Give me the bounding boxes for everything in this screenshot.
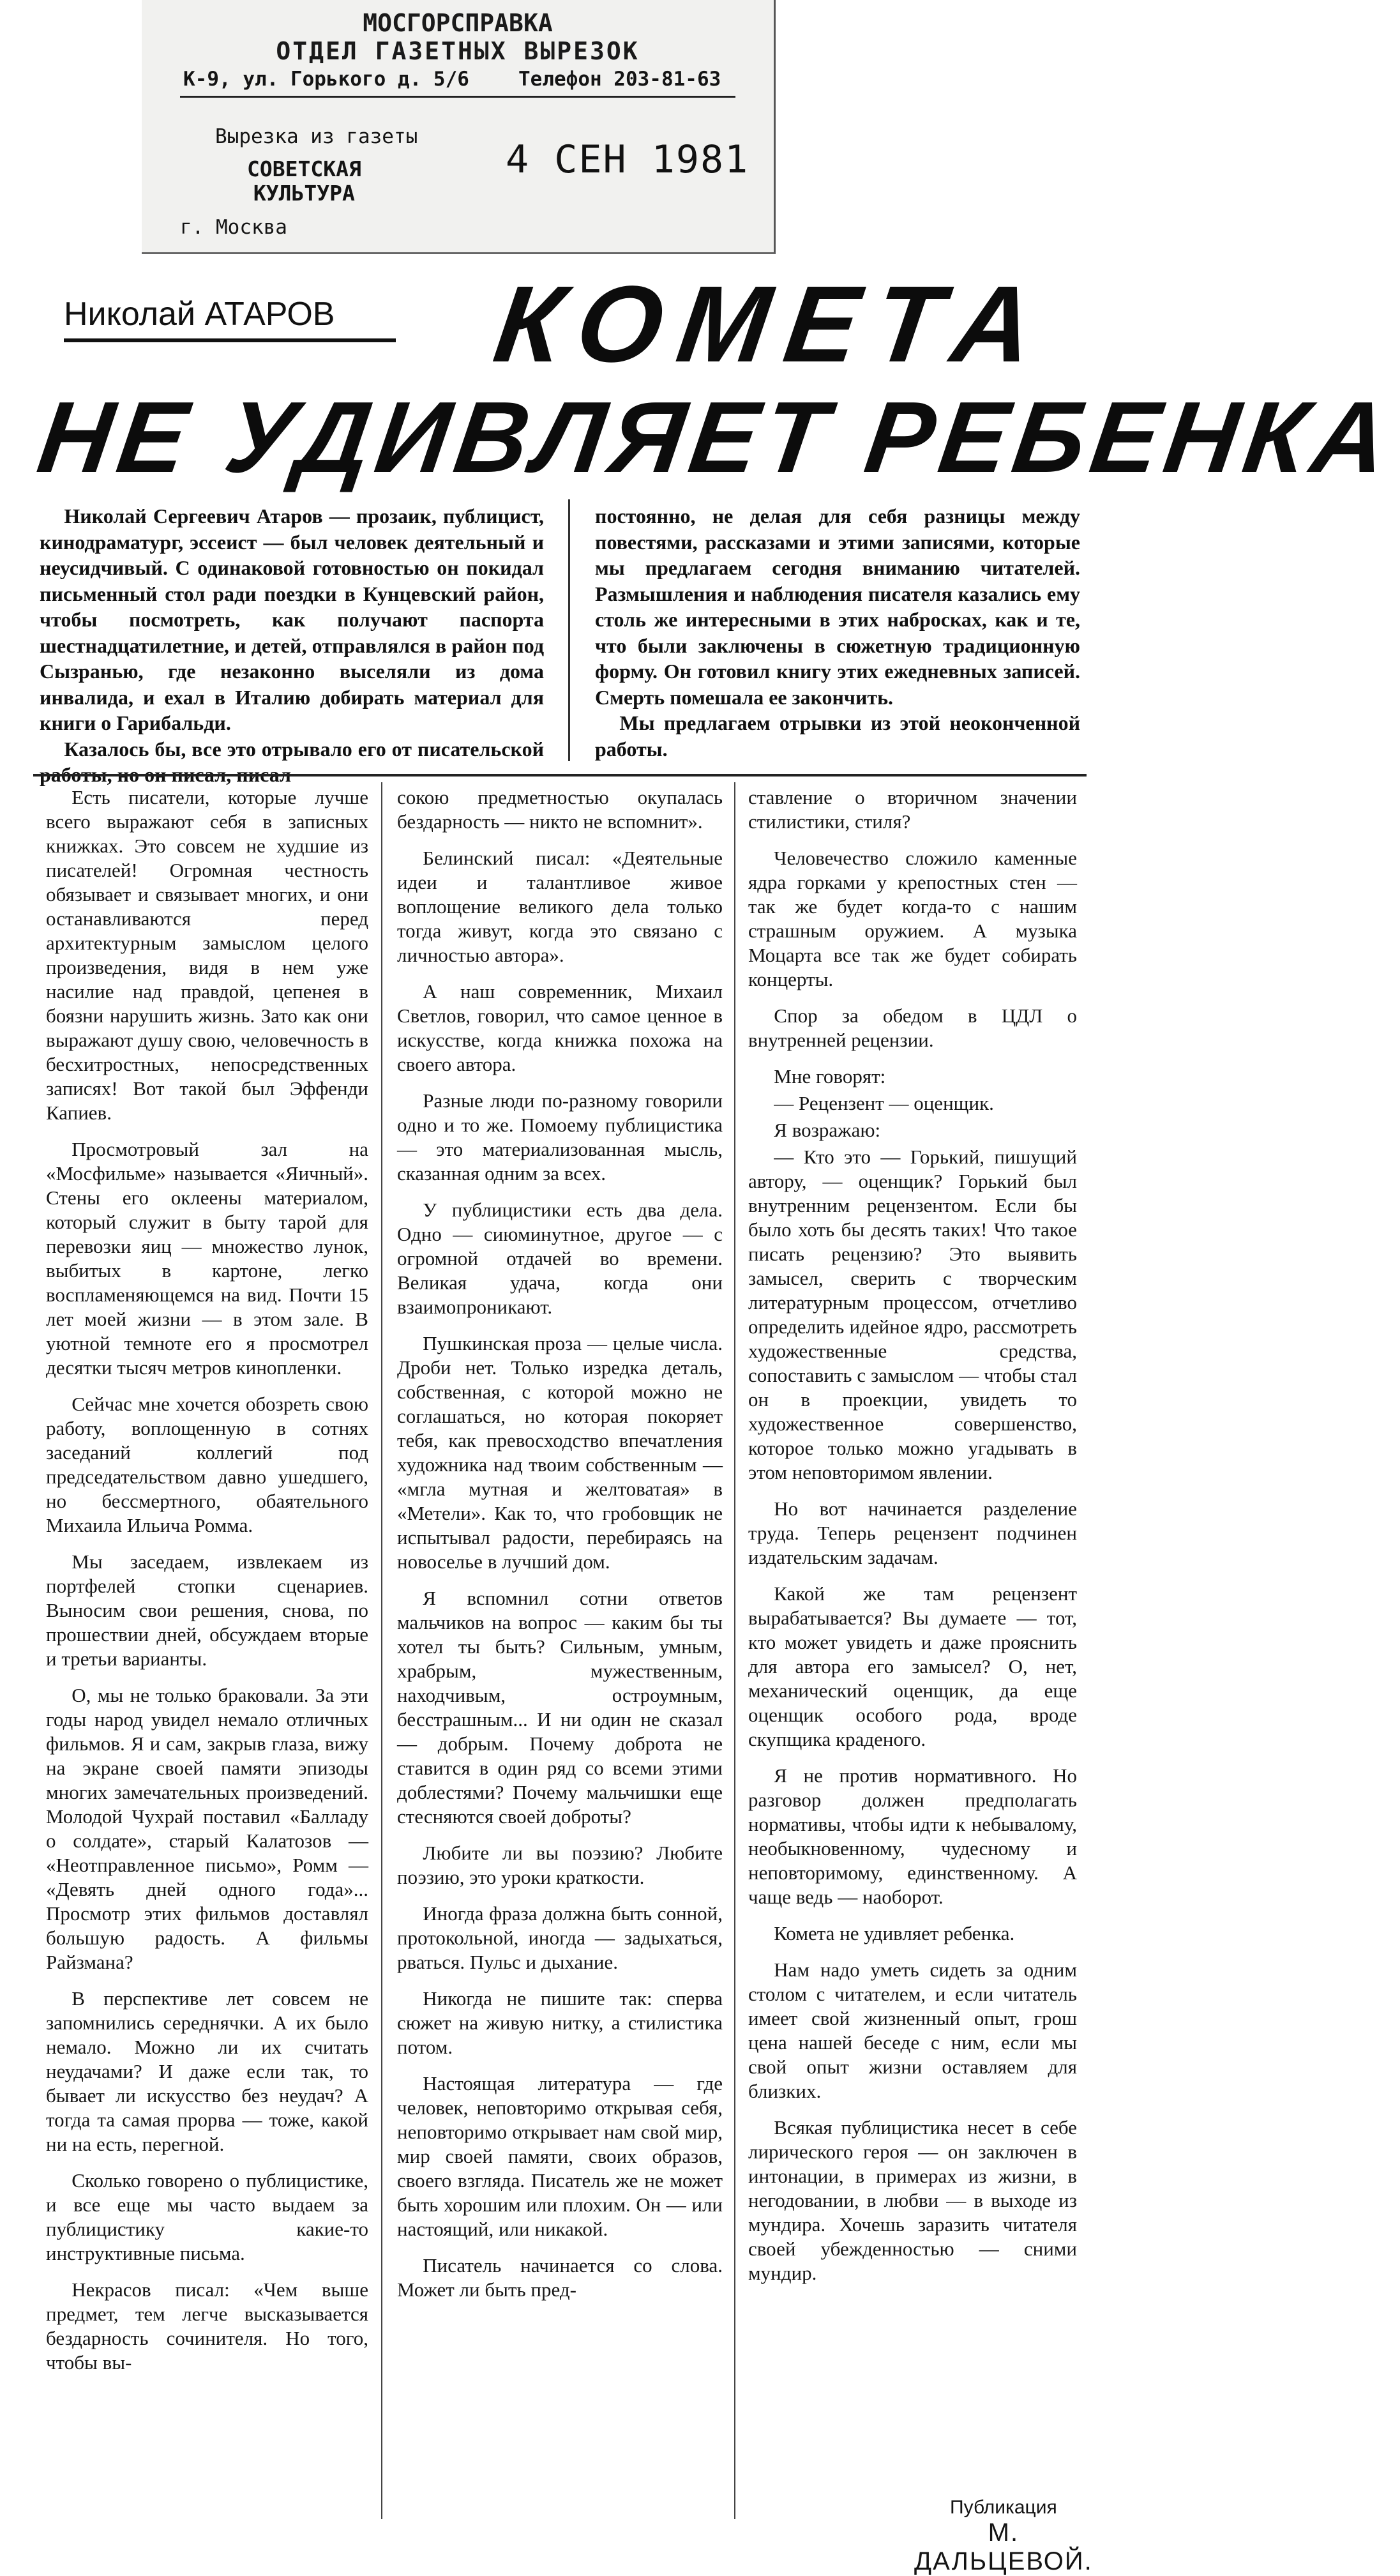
- body-paragraph: Я вспомнил сотни ответов мальчиков на вопрос — каким бы ты хотел ты быть? Сильным, умным, храбрым, мужественным, находчивым, остроумным, бесстрашным... И ни один не сказал — добрым. Почему доброта не ставится в один ряд со всеми этими доблестями? Почему мальчишки еще стесняются своей доброты?: [397, 1587, 723, 1828]
- label-divider: [180, 96, 735, 98]
- body-column-1: [46, 785, 368, 2387]
- bureau-phone: Телефон 203-81-63: [518, 68, 721, 91]
- body-paragraph: А наш современник, Михаил Светлов, говорил, что самое ценное в искусстве, когда книжка похожа на своего автора.: [397, 980, 723, 1075]
- newspaper-city: г. Москва: [180, 216, 287, 239]
- bureau-address: К-9, ул. Горького д. 5/6: [183, 68, 469, 91]
- body-paragraph: Сколько говорено о публицистике, и все еще мы часто выдаем за публицистику какие-то инструктивные письма.: [46, 2169, 368, 2264]
- article: [27, 249, 1400, 2575]
- body-paragraph: Мы заседаем, извлекаем из портфелей стопки сценариев. Выносим свои решения, снова, по прошествии дней, обсуждаем вторые и третьи варианты.: [46, 1550, 368, 1670]
- body-column-2: [397, 785, 723, 2314]
- newspaper-name-line1: СОВЕТСКАЯ: [247, 156, 361, 181]
- body-paragraph: Но вот начинается разделение труда. Теперь рецензент подчинен издательским задачам.: [748, 1497, 1077, 1568]
- clipping-label: [142, 0, 776, 254]
- lead-divider: [568, 499, 570, 761]
- author-byline: Николай АТАРОВ: [64, 296, 335, 333]
- body-paragraph: Нам надо уметь сидеть за одним столом с читателем, и если читатель имеет свой жизненный опыт, грош цена нашей беседе с ним, если мы свой опыт жизни оставляем для близких.: [748, 1959, 1077, 2102]
- headline-line1: КОМЕТА: [487, 264, 1057, 385]
- bureau-name: МОСГОРСПРАВКА: [363, 9, 553, 37]
- headline-line2: НЕ УДИВЛЯЕТ РЕБЕНКА: [31, 381, 1400, 494]
- lead-column-2: [595, 503, 1080, 762]
- lead-paragraph: Казалось бы, все это отрывало его от писательской работы, но он писал, писал: [40, 737, 544, 786]
- lead-column-1: [40, 503, 544, 788]
- body-paragraph: Мне говорят:: [774, 1065, 886, 1087]
- body-paragraph: ставление о вторичном значении стилистики, стиля?: [748, 786, 1077, 833]
- publication-credit: [914, 2497, 1093, 2576]
- body-paragraph: У публицистики есть два дела. Одно — сиюминутное, другое — с огромной отдачей во времени. Великая удача, когда они взаимопроникают.: [397, 1199, 723, 1318]
- body-column-3: [748, 785, 1077, 2298]
- body-paragraph: сокою предметностью окупалась бездарность — никто не вспомнит».: [397, 786, 723, 833]
- body-paragraph: Иногда фраза должна быть сонной, протокольной, иногда — задыхаться, рваться. Пульс и дыхание.: [397, 1902, 723, 1973]
- body-paragraph: Человечество сложило каменные ядра горками у крепостных стен — так же будет когда-то с нашим страшным оружием. А музыка Моцарта все так же будет собирать концерты.: [748, 847, 1077, 990]
- body-paragraph: Разные люди по-разному говорили одно и то же. Помоему публицистика — это материализованная мысль, сказанная одним за всех.: [397, 1089, 723, 1185]
- body-paragraph: — Рецензент — оценщик.: [774, 1092, 994, 1114]
- body-paragraph: Сейчас мне хочется обозреть свою работу, воплощенную в сотнях заседаний коллегий под председательством давно ушедшего, но бессмертного, обаятельного Михаила Ильича Ромма.: [46, 1393, 368, 1536]
- body-paragraph: Есть писатели, которые лучше всего выражают себя в записных книжках. Это совсем не худшие из писателей! Огромная честность обязывает и связывает многих, и они останавливаются перед архитектурным замыслом целого произведения, видя в нем уже насилие над правдой, цепенея в боязни нарушить жизнь. Зато как они выражают душу свою, человечность в бесхитростных, непосредственных записях! Вот такой был Эффенди Капиев.: [46, 786, 368, 1124]
- body-paragraph: Я возражаю:: [774, 1119, 881, 1141]
- body-paragraph: Всякая публицистика несет в себе лирического героя — он заключен в интонации, в примерах из жизни, в негодовании, в любви — в выходе из мундира. Хочешь заразить читателя своей убежденностью — сними мундир.: [748, 2116, 1077, 2284]
- body-paragraph: Пушкинская проза — целые числа. Дроби нет. Только изредка деталь, собственная, с которой можно не соглашаться, но которая покоряет тебя, как превосходство впечатления художника над твоим собственным — «мгла мутная и желтоватая» в «Метели». Как то, что гробовщик не испытывал радости, перебираясь на новоселье в лучший дом.: [397, 1332, 723, 1573]
- lead-paragraph: постоянно, не делая для себя разницы между повестями, рассказами и этими записями, которые мы предлагаем сегодня вниманию читателей. Размышления и наблюдения писателя казались ему столь же интересными в этих набросках, как и те, что были заключены в сюжетную традиционную форму. Он готовил книгу этих ежедневных записей. Смерть помешала ее закончить.: [595, 504, 1080, 709]
- body-paragraph: Просмотровый зал на «Мосфильме» называется «Яичный». Стены его оклеены материалом, который служит в быту тарой для перевозки яиц — множество лунок, выбитых в картоне, легко воспламеняющемся на вид. Почти 15 лет моей жизни — в этом зале. В уютной темноте его я просмотрел десятки тысяч метров кинопленки.: [46, 1138, 368, 1379]
- body-paragraph: О, мы не только браковали. За эти годы народ увидел немало отличных фильмов. Я и сам, закрыв глаза, вижу на экране своей памяти эпизоды многих замечательных произведений. Молодой Чухрай поставил «Балладу о солдате», старый Калатозов — «Неотправленное письмо», Ромм — «Девять дней одного года»... Просмотр этих фильмов доставлял большую радость. А фильмы Райзмана?: [46, 1684, 368, 1973]
- clipping-from-label: Вырезка из газеты: [215, 125, 418, 148]
- body-paragraph: Никогда не пишите так: сперва сюжет на живую нитку, а стилистика потом.: [397, 1987, 723, 2058]
- credit-label: Публикация: [950, 2497, 1057, 2518]
- body-paragraph: Я не против нормативного. Но разговор должен предполагать нормативы, чтобы идти к небывалому, необыкновенному, чудесному и неповторимому, единственному. А чаще ведь — наоборот.: [748, 1764, 1077, 1908]
- body-paragraph: Любите ли вы поэзию? Любите поэзию, это уроки краткости.: [397, 1842, 723, 1888]
- lead-paragraph: Мы предлагаем отрывки из этой неоконченной работы.: [595, 711, 1080, 761]
- body-paragraph: Некрасов писал: «Чем выше предмет, тем легче высказывается бездарность сочинителя. Но того, чтобы вы-: [46, 2278, 368, 2374]
- lead-paragraph: Николай Сергеевич Атаров — прозаик, публицист, кинодраматург, эссеист — был человек деятельный и неусидчивый. С одинаковой готовностью он покидал письменный стол ради поездки в Кунцевский район, чтобы посмотреть, как получают паспорта шестнадцатилетние, и детей, отправлялся в район под Сызранью, где незаконно выселяли из дома инвалида, и ехал в Италию добирать материал для книги о Гарибальди.: [40, 504, 544, 734]
- bureau-department: ОТДЕЛ ГАЗЕТНЫХ ВЫРЕЗОК: [276, 37, 640, 65]
- column-rule: [734, 782, 735, 2519]
- credit-name: М. ДАЛЬЦЕВОЙ.: [914, 2519, 1093, 2575]
- body-paragraph: Комета не удивляет ребенка.: [774, 1922, 1015, 1944]
- date-stamp: 4 СЕН 1981: [506, 137, 749, 182]
- column-rule: [381, 782, 382, 2519]
- newspaper-name-line2: КУЛЬТУРА: [253, 181, 355, 206]
- lead-separator: [33, 774, 1087, 777]
- body-paragraph: Настоящая литература — где человек, неповторимо открывая себя, неповторимо открывает нам свой мир, мир своей памяти, своих образов, своего взгляда. Писатель же не может быть хорошим или плохим. Он — или настоящий, или никакой.: [397, 2072, 723, 2240]
- body-paragraph: — Кто это — Горький, пишущий автору, — оценщик? Горький был внутренним рецензентом. Если бы было хоть бы десять таких! Что такое писать рецензию? Это выявить замысел, сверить с творческим литературным процессом, отчетливо определить идейное ядро, рассмотреть художественные средства, сопоставить с замыслом — чтобы стал он в проекции, увидеть то художественное совершенство, которое только можно угадывать в этом неповторимом явлении.: [748, 1146, 1077, 1483]
- body-paragraph: Писатель начинается со слова. Может ли быть пред-: [397, 2254, 723, 2301]
- byline-underline: [64, 338, 396, 342]
- body-paragraph: Белинский писал: «Деятельные идеи и талантливое живое воплощение великого дела только тогда живут, когда это связано с личностью автора».: [397, 847, 723, 966]
- body-paragraph: Какой же там рецензент вырабатывается? Вы думаете — тот, кто может увидеть и даже прояснить для автора его замысел? О, нет, механический оценщик, да еще оценщик особого рода, вроде скупщика краденого.: [748, 1582, 1077, 1750]
- body-paragraph: Спор за обедом в ЦДЛ о внутренней рецензии.: [748, 1004, 1077, 1051]
- newspaper-name: [247, 157, 361, 206]
- body-paragraph: В перспективе лет совсем не запомнились середнячки. А их было немало. Можно ли их считать неудачами? И даже если так, то бывает ли искусство без неудач? А тогда та самая прорва — тоже, какой ни на есть, перегной.: [46, 1987, 368, 2155]
